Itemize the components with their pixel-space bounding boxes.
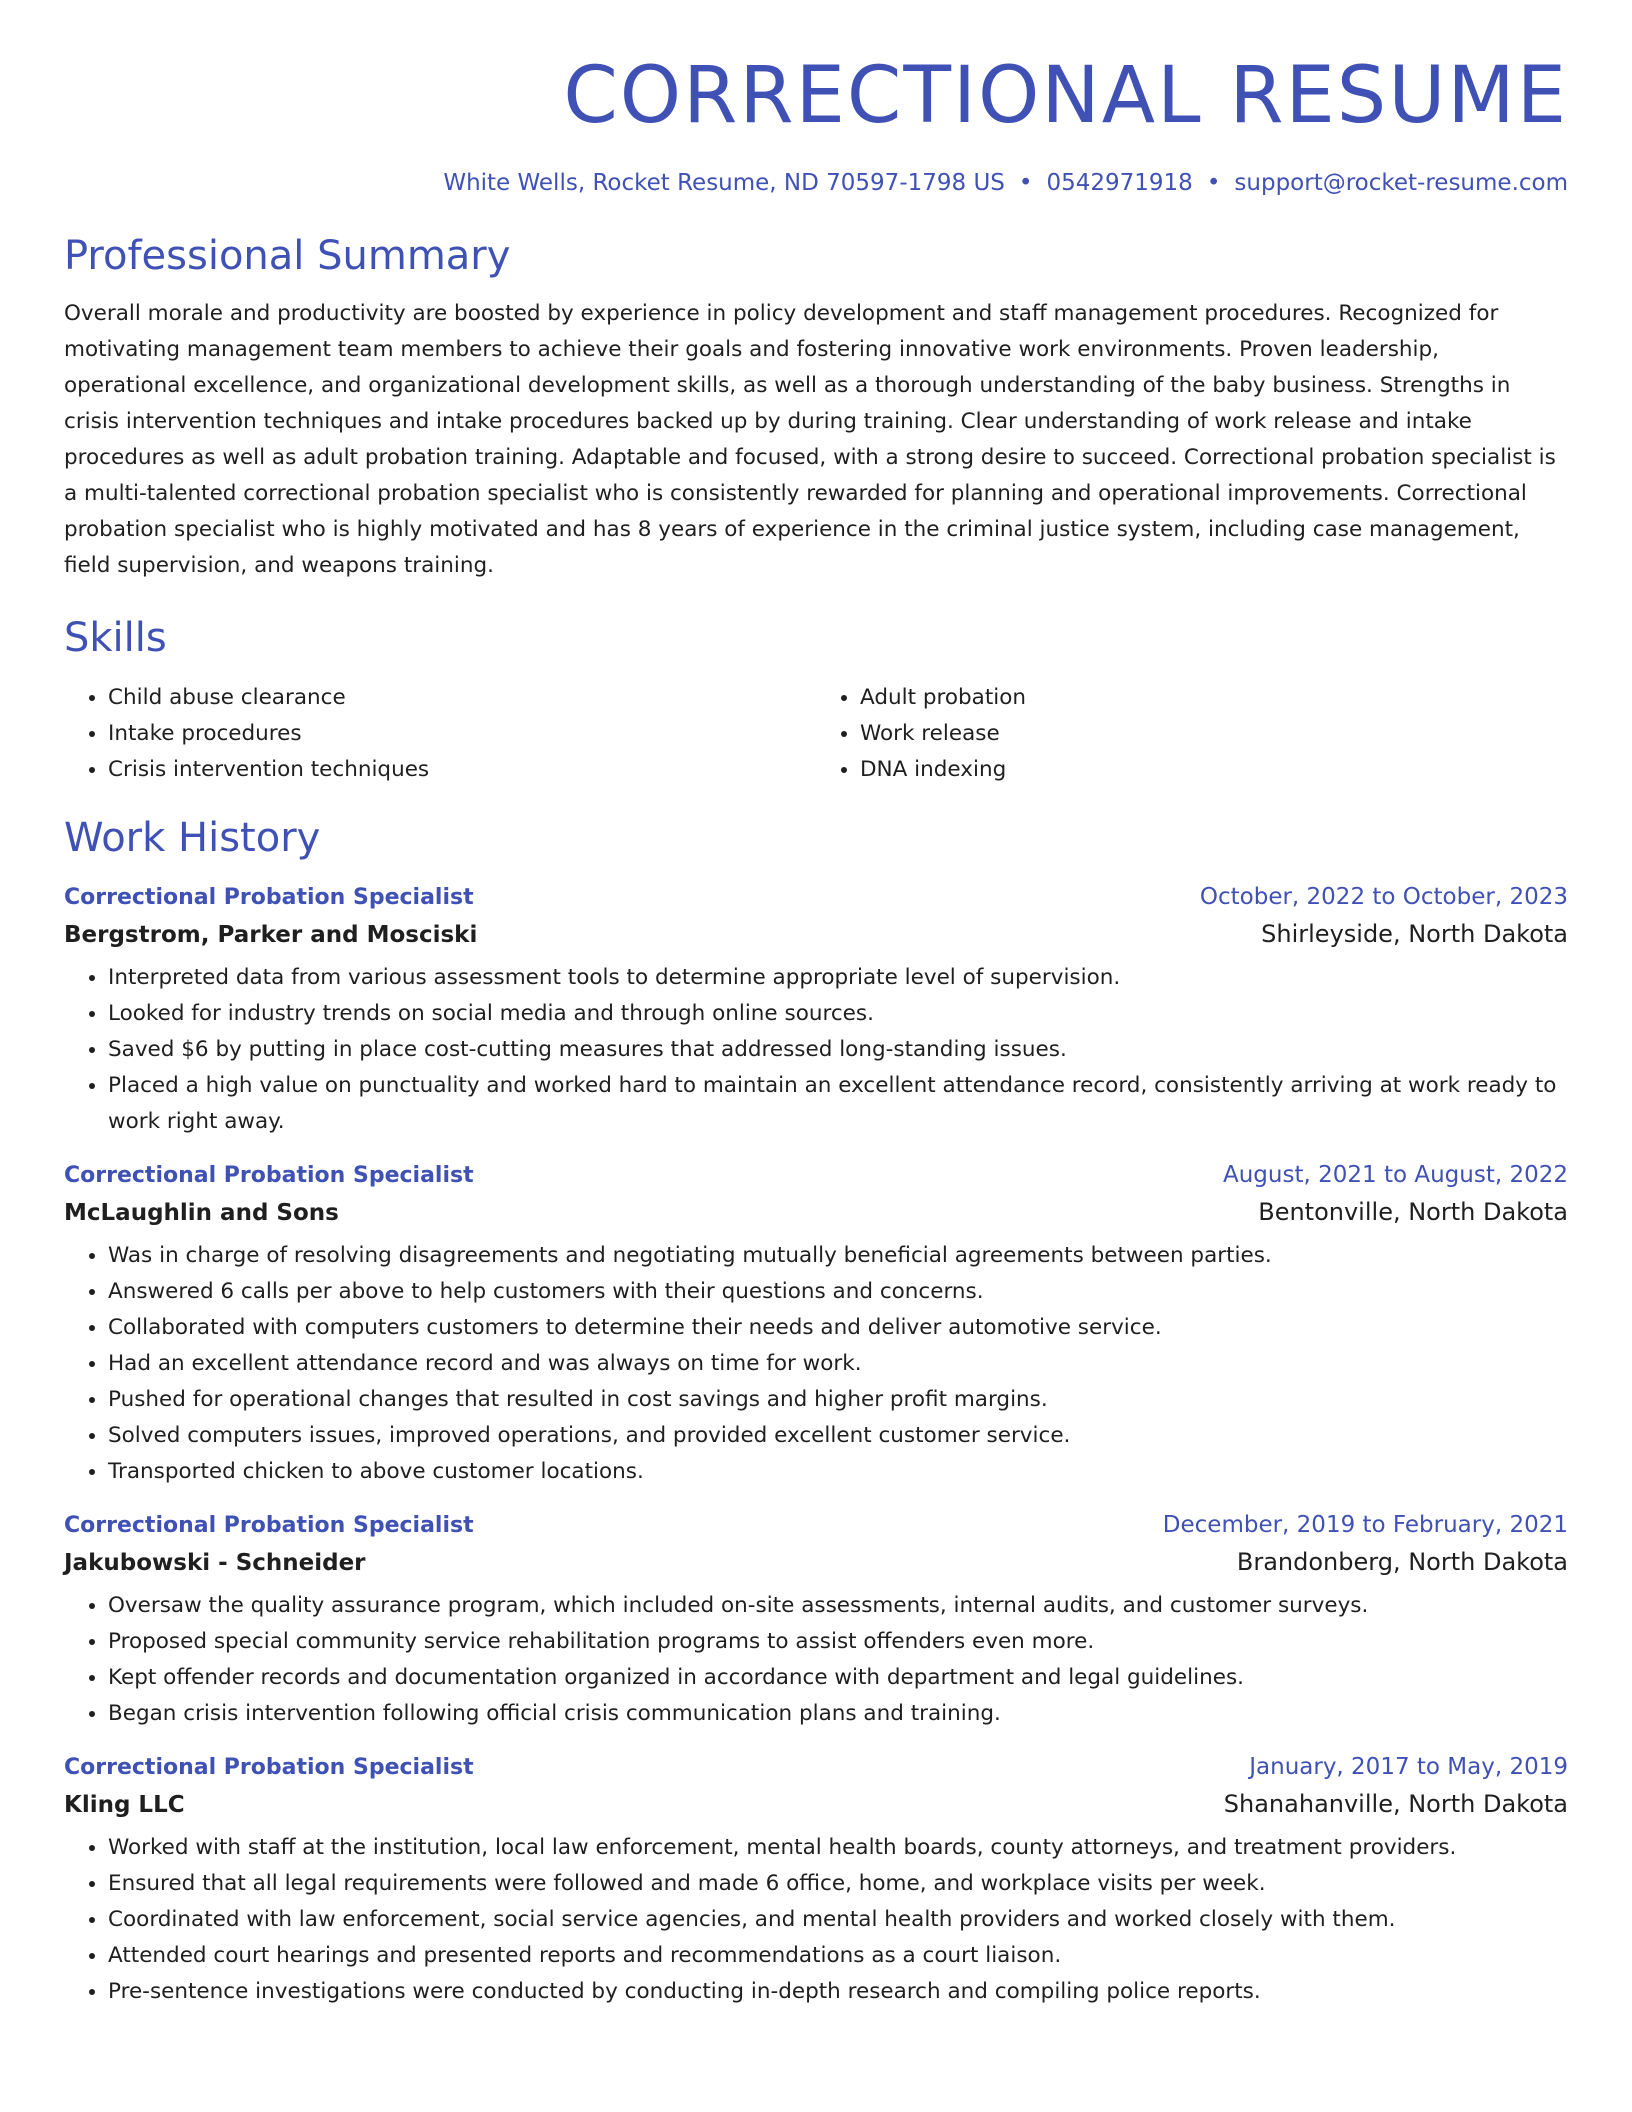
job-bullet: • Saved $6 by putting in place cost-cutting measures that addressed long-standing issues. <box>108 1032 1568 1068</box>
job-location: Shanahanville, North Dakota <box>1223 1789 1568 1818</box>
resume-header <box>64 0 1568 196</box>
job-entry <box>64 1754 1568 2010</box>
job-dates: December, 2019 to February, 2021 <box>1162 1511 1568 1538</box>
job-title: Correctional Probation Specialist <box>64 1162 474 1188</box>
job-company: Jakubowski - Schneider <box>64 1549 366 1576</box>
skills-heading: Skills <box>64 614 167 661</box>
job-bullets <box>64 1830 1568 2010</box>
contact-email: support@rocket-resume.com <box>1234 169 1568 196</box>
job-bullet: • Oversaw the quality assurance program, which included on-site assessments, internal audits, and customer surveys. <box>108 1588 1568 1624</box>
skills-grid <box>64 680 1568 788</box>
job-bullet: • Placed a high value on punctuality and worked hard to maintain an excellent attendance record, consistently arriving at work ready to work right away. <box>108 1068 1568 1140</box>
job-bullet: • Coordinated with law enforcement, social service agencies, and mental health providers and worked closely with them. <box>108 1902 1568 1938</box>
job-bullet: • Answered 6 calls per above to help customers with their questions and concerns. <box>108 1274 1568 1310</box>
job-dates: January, 2017 to May, 2019 <box>1249 1753 1568 1780</box>
contact-separator: • <box>1206 169 1221 196</box>
job-dates: October, 2022 to October, 2023 <box>1199 883 1568 910</box>
summary-heading: Professional Summary <box>64 232 511 279</box>
contact-phone: 0542971918 <box>1046 169 1193 196</box>
job-title: Correctional Probation Specialist <box>64 884 474 910</box>
job-company: Bergstrom, Parker and Mosciski <box>64 921 478 948</box>
job-title-row <box>64 1162 1568 1188</box>
job-bullets <box>64 960 1568 1140</box>
skill-item: • Adult probation <box>860 680 1568 716</box>
job-bullet: • Had an excellent attendance record and was always on time for work. <box>108 1346 1568 1382</box>
job-bullet: • Kept offender records and documentation organized in accordance with department and legal guidelines. <box>108 1660 1568 1696</box>
skills-list-right <box>816 680 1568 788</box>
job-company: Kling LLC <box>64 1791 185 1818</box>
job-title: Correctional Probation Specialist <box>64 1754 474 1780</box>
skill-item: • DNA indexing <box>860 752 1568 788</box>
contact-address: White Wells, Rocket Resume, ND 70597-1798 US <box>443 169 1005 196</box>
skill-item: • Child abuse clearance <box>108 680 816 716</box>
skills-list-left <box>64 680 816 788</box>
skill-item: • Crisis intervention techniques <box>108 752 816 788</box>
work-history-heading: Work History <box>64 814 321 861</box>
job-company-row <box>64 1548 1568 1576</box>
job-dates: August, 2021 to August, 2022 <box>1223 1161 1568 1188</box>
skill-item: • Intake procedures <box>108 716 816 752</box>
contact-separator: • <box>1018 169 1033 196</box>
job-title-row <box>64 1754 1568 1780</box>
job-bullet: • Pushed for operational changes that resulted in cost savings and higher profit margins. <box>108 1382 1568 1418</box>
job-bullet: • Solved computers issues, improved operations, and provided excellent customer service. <box>108 1418 1568 1454</box>
job-bullet: • Pre-sentence investigations were conducted by conducting in-depth research and compiling police reports. <box>108 1974 1568 2010</box>
job-location: Shirleyside, North Dakota <box>1261 919 1568 948</box>
job-entry <box>64 1162 1568 1490</box>
job-bullet: • Collaborated with computers customers to determine their needs and deliver automotive service. <box>108 1310 1568 1346</box>
job-title-row <box>64 1512 1568 1538</box>
job-company-row <box>64 1790 1568 1818</box>
job-entry <box>64 1512 1568 1732</box>
job-title-row <box>64 884 1568 910</box>
job-bullets <box>64 1238 1568 1490</box>
summary-text: Overall morale and productivity are boosted by experience in policy development and staff management procedures. Recognized for motivating management team members to achieve their goals and fostering innovative work environments. Proven leadership, operational excellence, and organizational development skills, as well as a thorough understanding of the baby business. Strengths in crisis intervention techniques and intake procedures backed up by during training. Clear understanding of work release and intake procedures as well as adult probation training. Adaptable and focused, with a strong desire to succeed. Correctional probation specialist is a multi-talented correctional probation specialist who is consistently rewarded for planning and operational improvements. Correctional probation specialist who is highly motivated and has 8 years of experience in the criminal justice system, including case management, field supervision, and weapons training. <box>64 300 1556 578</box>
job-company-row <box>64 920 1568 948</box>
job-location: Brandonberg, North Dakota <box>1236 1547 1568 1576</box>
job-bullet: • Transported chicken to above customer locations. <box>108 1454 1568 1490</box>
skill-item: • Work release <box>860 716 1568 752</box>
job-bullet: • Worked with staff at the institution, local law enforcement, mental health boards, county attorneys, and treatment providers. <box>108 1830 1568 1866</box>
job-bullet: • Attended court hearings and presented reports and recommendations as a court liaison. <box>108 1938 1568 1974</box>
job-bullets <box>64 1588 1568 1732</box>
resume-name: CORRECTIONAL RESUME <box>563 51 1568 141</box>
job-company: McLaughlin and Sons <box>64 1199 339 1226</box>
job-bullet: • Proposed special community service rehabilitation programs to assist offenders even more. <box>108 1624 1568 1660</box>
job-entry <box>64 884 1568 1140</box>
job-title: Correctional Probation Specialist <box>64 1512 474 1538</box>
job-bullet: • Ensured that all legal requirements were followed and made 6 office, home, and workplace visits per week. <box>108 1866 1568 1902</box>
job-bullet: • Began crisis intervention following official crisis communication plans and training. <box>108 1696 1568 1732</box>
job-bullet: • Was in charge of resolving disagreements and negotiating mutually beneficial agreements between parties. <box>108 1238 1568 1274</box>
contact-line <box>64 170 1568 196</box>
job-bullet: • Interpreted data from various assessment tools to determine appropriate level of supervision. <box>108 960 1568 996</box>
job-company-row <box>64 1198 1568 1226</box>
job-bullet: • Looked for industry trends on social media and through online sources. <box>108 996 1568 1032</box>
job-location: Bentonville, North Dakota <box>1258 1197 1568 1226</box>
